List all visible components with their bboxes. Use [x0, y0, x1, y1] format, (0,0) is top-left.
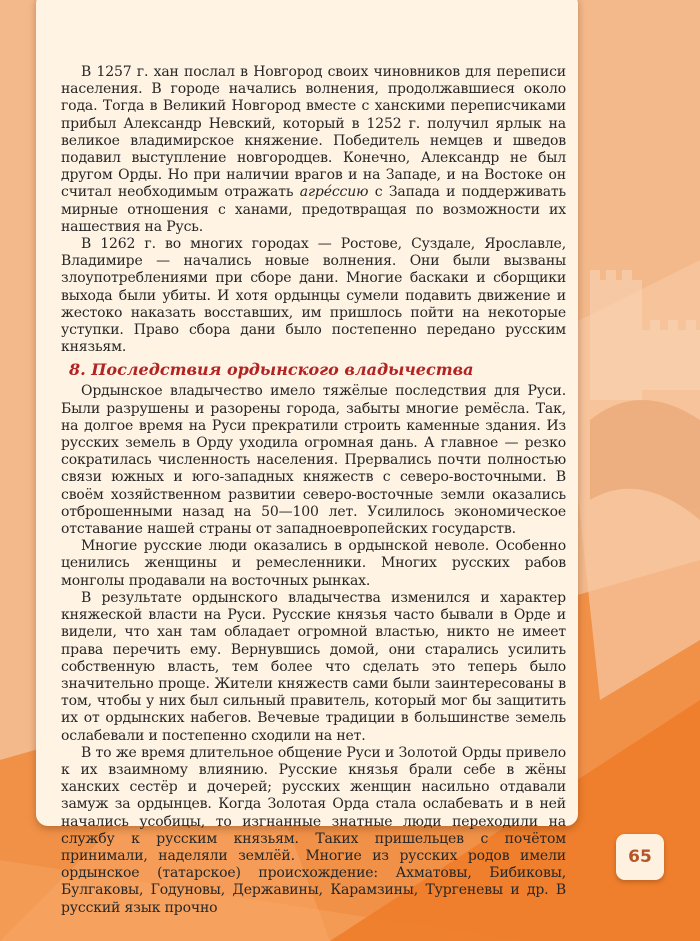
paragraph: [61, 590, 566, 745]
textbook-page: [36, 0, 578, 916]
paragraph: [61, 64, 566, 236]
italic-term: агрéссию: [299, 184, 369, 201]
page-number-tab: [616, 834, 664, 880]
paragraph: [61, 745, 566, 917]
text-run: Многие русские люди оказались в ордынской неволе. Особенно ценились женщины и ремесленники. Многих русских рабов монголы продавали на восточных рынках.: [61, 538, 566, 589]
text-block-before: [61, 64, 566, 356]
page-number: 65: [628, 847, 652, 867]
text-run: В 1262 г. во многих городах — Ростове, Суздале, Ярославле, Владимире — начались новые волнения. Они были вызваны злоупотреблениями при сборе дани. Многие баскаки и сборщики выхода были убиты. И хотя ордынцы сумели подавить движение и жестоко наказать восставших, им пришлось пойти на некоторые уступки. Право сбора дани было постепенно передано русским князьям.: [61, 236, 566, 356]
paragraph: [61, 236, 566, 356]
text-run: В то же время длительное общение Руси и Золотой Орды привело к их взаимному влиянию. Русские князья брали себе в жёны ханских сестёр и дочерей; русских женщин насильно отдавали замуж за ордынцев. Когда Золотая Орда стала ослабевать и в ней начались усобицы, то изгнанные знатные люди переходили на службу к русским князьям. Таких пришельцев с почётом принимали, наделяли землёй. Многие из русских родов имели ордынское (татарское) происхождение: Ахматовы, Бибиковы, Булгаковы, Годуновы, Державины, Карамзины, Тургеневы и др. В русский язык прочно: [61, 744, 566, 916]
text-run: с Запада и поддерживать мирные отношения с ханами, предотвращая по возможности их нашествия на Русь.: [61, 184, 567, 235]
text-run: Ордынское владычество имело тяжёлые последствия для Руси. Были разрушены и разорены города, забыты многие ремёсла. Так, на долгое время на Руси прекратили строить каменные здания. Из русских земель в Орду уходила огромная дань. А главное — резко сократилась численность населения. Прервались почти полностью связи южных и юго-западных княжеств с северо-восточными. В своём хозяйственном развитии северо-восточные земли оказались отброшенными назад на 50—100 лет. Усилилось экономическое отставание нашей страны от западноевропейских государств.: [61, 383, 566, 538]
text-block-after: [61, 383, 566, 916]
paragraph: [61, 538, 566, 590]
text-run: В результате ордынского владычества изменился и характер княжеской власти на Руси. Русские князья часто бывали в Орде и видели, что хан там обладает огромной властью, никто не имеет права перечить ему. Вернувшись домой, они старались усилить собственную власть, тем более что сделать это теперь было значительно проще. Жители княжеств сами были заинтересованы в том, чтобы у них был сильный правитель, который мог бы защитить их от ордынских набегов. Вечевые традиции в большинстве земель ослабевали и постепенно сходили на нет.: [61, 589, 566, 744]
text-run: В 1257 г. хан послал в Новгород своих чиновников для переписи населения. В городе начались волнения, продолжавшиеся около года. Тогда в Великий Новгород вместе с ханскими переписчиками прибыл Александр Невский, который в 1252 г. получил ярлык на великое владимирское княжение. Победитель немцев и шведов подавил выступление новгородцев. Конечно, Александр не был другом Орды. Но при наличии врагов и на Западе, и на Востоке он считал необходимым отражать: [61, 64, 566, 201]
paragraph: [61, 383, 566, 538]
section-heading: 8. Последствия ордынского владычества: [69, 360, 474, 380]
